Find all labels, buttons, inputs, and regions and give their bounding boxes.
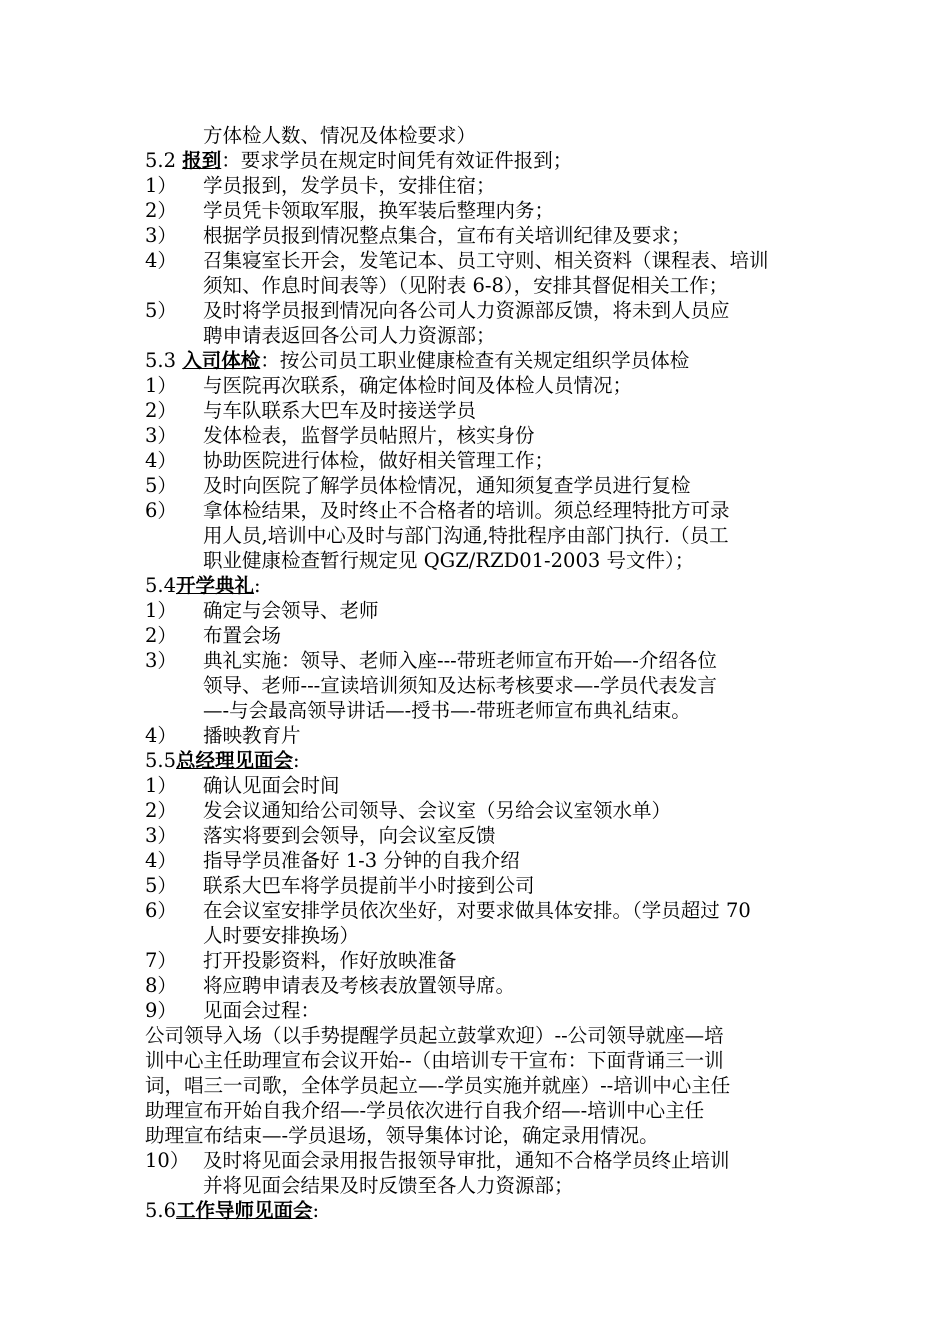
item-number: 3）: [145, 824, 177, 847]
item-text: [203, 173, 810, 198]
item-number: 1）: [145, 599, 177, 622]
list-item: [145, 973, 810, 998]
section-number: 5.5: [145, 749, 177, 772]
item-text-line: 及时将见面会录用报告报领导审批，通知不合格学员终止培训: [203, 1149, 730, 1172]
list-item: [145, 448, 810, 473]
item-number: 5）: [145, 874, 177, 897]
item-text: [203, 373, 810, 398]
item-text: [203, 248, 810, 298]
item-text-line: 及时向医院了解学员体检情况，通知须复查学员进行复检: [203, 474, 691, 497]
item-text-line: 职业健康检查暂行规定见 QGZ/RZD01-2003 号文件）；: [203, 549, 695, 572]
item-text: [203, 773, 810, 798]
list-item: [145, 1148, 810, 1198]
section-title: 总经理见面会: [176, 749, 294, 772]
section-title: 报到: [182, 149, 222, 172]
section-title: 工作导师见面会: [176, 1199, 313, 1222]
item-text-line: 用人员,培训中心及时与部门沟通,特批程序由部门执行.（员工: [203, 524, 729, 547]
item-text: [203, 398, 810, 423]
list-item: [145, 298, 810, 348]
item-text: [203, 723, 810, 748]
item-text-line: 学员凭卡领取军服，换军装后整理内务；: [203, 199, 555, 222]
section-heading: [145, 748, 810, 773]
continuation-line: 方体检人数、情况及体检要求）: [203, 124, 477, 147]
section-number: 5.2: [145, 149, 183, 172]
item-number: 6）: [145, 499, 177, 522]
item-number: 2）: [145, 799, 177, 822]
item-text-line: 根据学员报到情况整点集合，宣布有关培训纪律及要求；: [203, 224, 691, 247]
process-paragraph: [145, 1023, 810, 1148]
list-item: [145, 423, 810, 448]
item-text-line: 联系大巴车将学员提前半小时接到公司: [203, 874, 535, 897]
item-text-line: 并将见面会结果及时反馈至各人力资源部；: [203, 1174, 574, 1197]
item-text-line: 与医院再次联系，确定体检时间及体检人员情况；: [203, 374, 633, 397]
list-item: [145, 598, 810, 623]
item-text: [203, 623, 810, 648]
item-text-line: 领导、老师---宣读培训须知及达标考核要求—-学员代表发言: [203, 674, 717, 697]
paragraph-line: 公司领导入场（以手势提醒学员起立鼓掌欢迎）--公司领导就座—培: [145, 1024, 724, 1047]
list-item: [145, 173, 810, 198]
item-number: 3）: [145, 649, 177, 672]
list-item: [145, 223, 810, 248]
list-item: [145, 623, 810, 648]
paragraph-line: 助理宣布开始自我介绍—-学员依次进行自我介绍—-培训中心主任: [145, 1099, 705, 1122]
list-item: [145, 848, 810, 873]
item-number: 3）: [145, 424, 177, 447]
item-text-line: 协助医院进行体检，做好相关管理工作；: [203, 449, 555, 472]
document-body: [145, 123, 810, 1223]
list-item: [145, 873, 810, 898]
item-text: [203, 973, 810, 998]
item-text: [203, 1148, 810, 1198]
list-item: [145, 398, 810, 423]
item-text: [203, 998, 810, 1023]
item-text-line: 确定与会领导、老师: [203, 599, 379, 622]
section-number: 5.4: [145, 574, 177, 597]
item-text: [203, 473, 810, 498]
item-text-line: 确认见面会时间: [203, 774, 340, 797]
item-text: [203, 848, 810, 873]
item-text: [203, 898, 810, 948]
item-number: 4）: [145, 449, 177, 472]
item-number: 4）: [145, 849, 177, 872]
item-text-line: 落实将要到会领导，向会议室反馈: [203, 824, 496, 847]
list-item: [145, 498, 810, 573]
item-text-line: 人时要安排换场）: [203, 924, 360, 947]
section-heading: [145, 148, 810, 173]
section-heading: [145, 348, 810, 373]
section-heading: [145, 1198, 810, 1223]
item-number: 1）: [145, 174, 177, 197]
paragraph-line: 助理宣布结束—-学员退场，领导集体讨论，确定录用情况。: [145, 1124, 659, 1147]
item-text-line: 播映教育片: [203, 724, 301, 747]
item-text-line: 布置会场: [203, 624, 282, 647]
item-number: 5）: [145, 299, 177, 322]
list-item: [145, 648, 810, 723]
item-text: [203, 448, 810, 473]
list-item: [145, 823, 810, 848]
item-text: [203, 648, 810, 723]
item-text-line: 与车队联系大巴车及时接送学员: [203, 399, 477, 422]
item-text: [203, 498, 810, 573]
item-text-line: 召集寝室长开会，发笔记本、员工守则、相关资料（课程表、培训: [203, 249, 769, 272]
item-text: [203, 423, 810, 448]
item-text-line: 学员报到，发学员卡，安排住宿；: [203, 174, 496, 197]
item-text-line: 发体检表，监督学员帖照片，核实身份: [203, 424, 535, 447]
item-text: [203, 223, 810, 248]
item-text-line: 须知、作息时间表等）（见附表 6-8），安排其督促相关工作；: [203, 274, 729, 297]
item-text: [203, 198, 810, 223]
section-title: 开学典礼: [176, 574, 255, 597]
list-item: [145, 723, 810, 748]
item-number: 2）: [145, 199, 177, 222]
section-text: ：要求学员在规定时间凭有效证件报到；: [221, 149, 573, 172]
item-number: 3）: [145, 224, 177, 247]
item-number: 5）: [145, 474, 177, 497]
list-item: [145, 898, 810, 948]
item-text-line: 及时将学员报到情况向各公司人力资源部反馈，将未到人员应: [203, 299, 730, 322]
item-text: [203, 948, 810, 973]
item-text-line: 典礼实施：领导、老师入座---带班老师宣布开始—-介绍各位: [203, 649, 717, 672]
item-number: 8）: [145, 974, 177, 997]
item-text-line: —-与会最高领导讲话—-授书—-带班老师宣布典礼结束。: [203, 699, 691, 722]
item-number: 1）: [145, 374, 177, 397]
item-number: 4）: [145, 724, 177, 747]
list-item: [145, 773, 810, 798]
section-heading: [145, 573, 810, 598]
item-number: 7）: [145, 949, 177, 972]
item-number: 2）: [145, 624, 177, 647]
item-text-line: 将应聘申请表及考核表放置领导席。: [203, 974, 516, 997]
paragraph-line: 词，唱三一司歌，全体学员起立—-学员实施并就座）--培训中心主任: [145, 1074, 731, 1097]
item-text: [203, 298, 810, 348]
item-number: 1）: [145, 774, 177, 797]
list-item: [145, 948, 810, 973]
item-number: 9）: [145, 999, 177, 1022]
list-item: [145, 998, 810, 1023]
item-number: 2）: [145, 399, 177, 422]
section-number: 5.6: [145, 1199, 177, 1222]
item-text-line: 发会议通知给公司领导、会议室（另给会议室领水单）: [203, 799, 672, 822]
item-text: [203, 873, 810, 898]
section-number: 5.3: [145, 349, 183, 372]
list-item: [145, 373, 810, 398]
list-item: [145, 198, 810, 223]
section-text: :: [312, 1199, 320, 1222]
item-text-line: 在会议室安排学员依次坐好，对要求做具体安排。（学员超过 70: [203, 899, 751, 922]
item-number: 10）: [145, 1149, 190, 1172]
item-text-line: 聘申请表返回各公司人力资源部；: [203, 324, 496, 347]
paragraph-line: 训中心主任助理宣布会议开始--（由培训专干宣布：下面背诵三一训: [145, 1049, 724, 1072]
list-item: [145, 473, 810, 498]
list-item: [145, 248, 810, 298]
section-text: :: [254, 574, 261, 597]
section-text: ：按公司员工职业健康检查有关规定组织学员体检: [260, 349, 690, 372]
item-text: [203, 598, 810, 623]
item-text-line: 见面会过程：: [203, 999, 321, 1022]
item-text-line: 打开投影资料，作好放映准备: [203, 949, 457, 972]
list-item: [145, 798, 810, 823]
item-text-line: 拿体检结果，及时终止不合格者的培训。须总经理特批方可录: [203, 499, 730, 522]
section-text: :: [293, 749, 300, 772]
item-text: [203, 823, 810, 848]
item-number: 6）: [145, 899, 177, 922]
section-title: 入司体检: [182, 349, 261, 372]
item-text: [203, 798, 810, 823]
item-text-line: 指导学员准备好 1-3 分钟的自我介绍: [203, 849, 520, 872]
item-number: 4）: [145, 249, 177, 272]
